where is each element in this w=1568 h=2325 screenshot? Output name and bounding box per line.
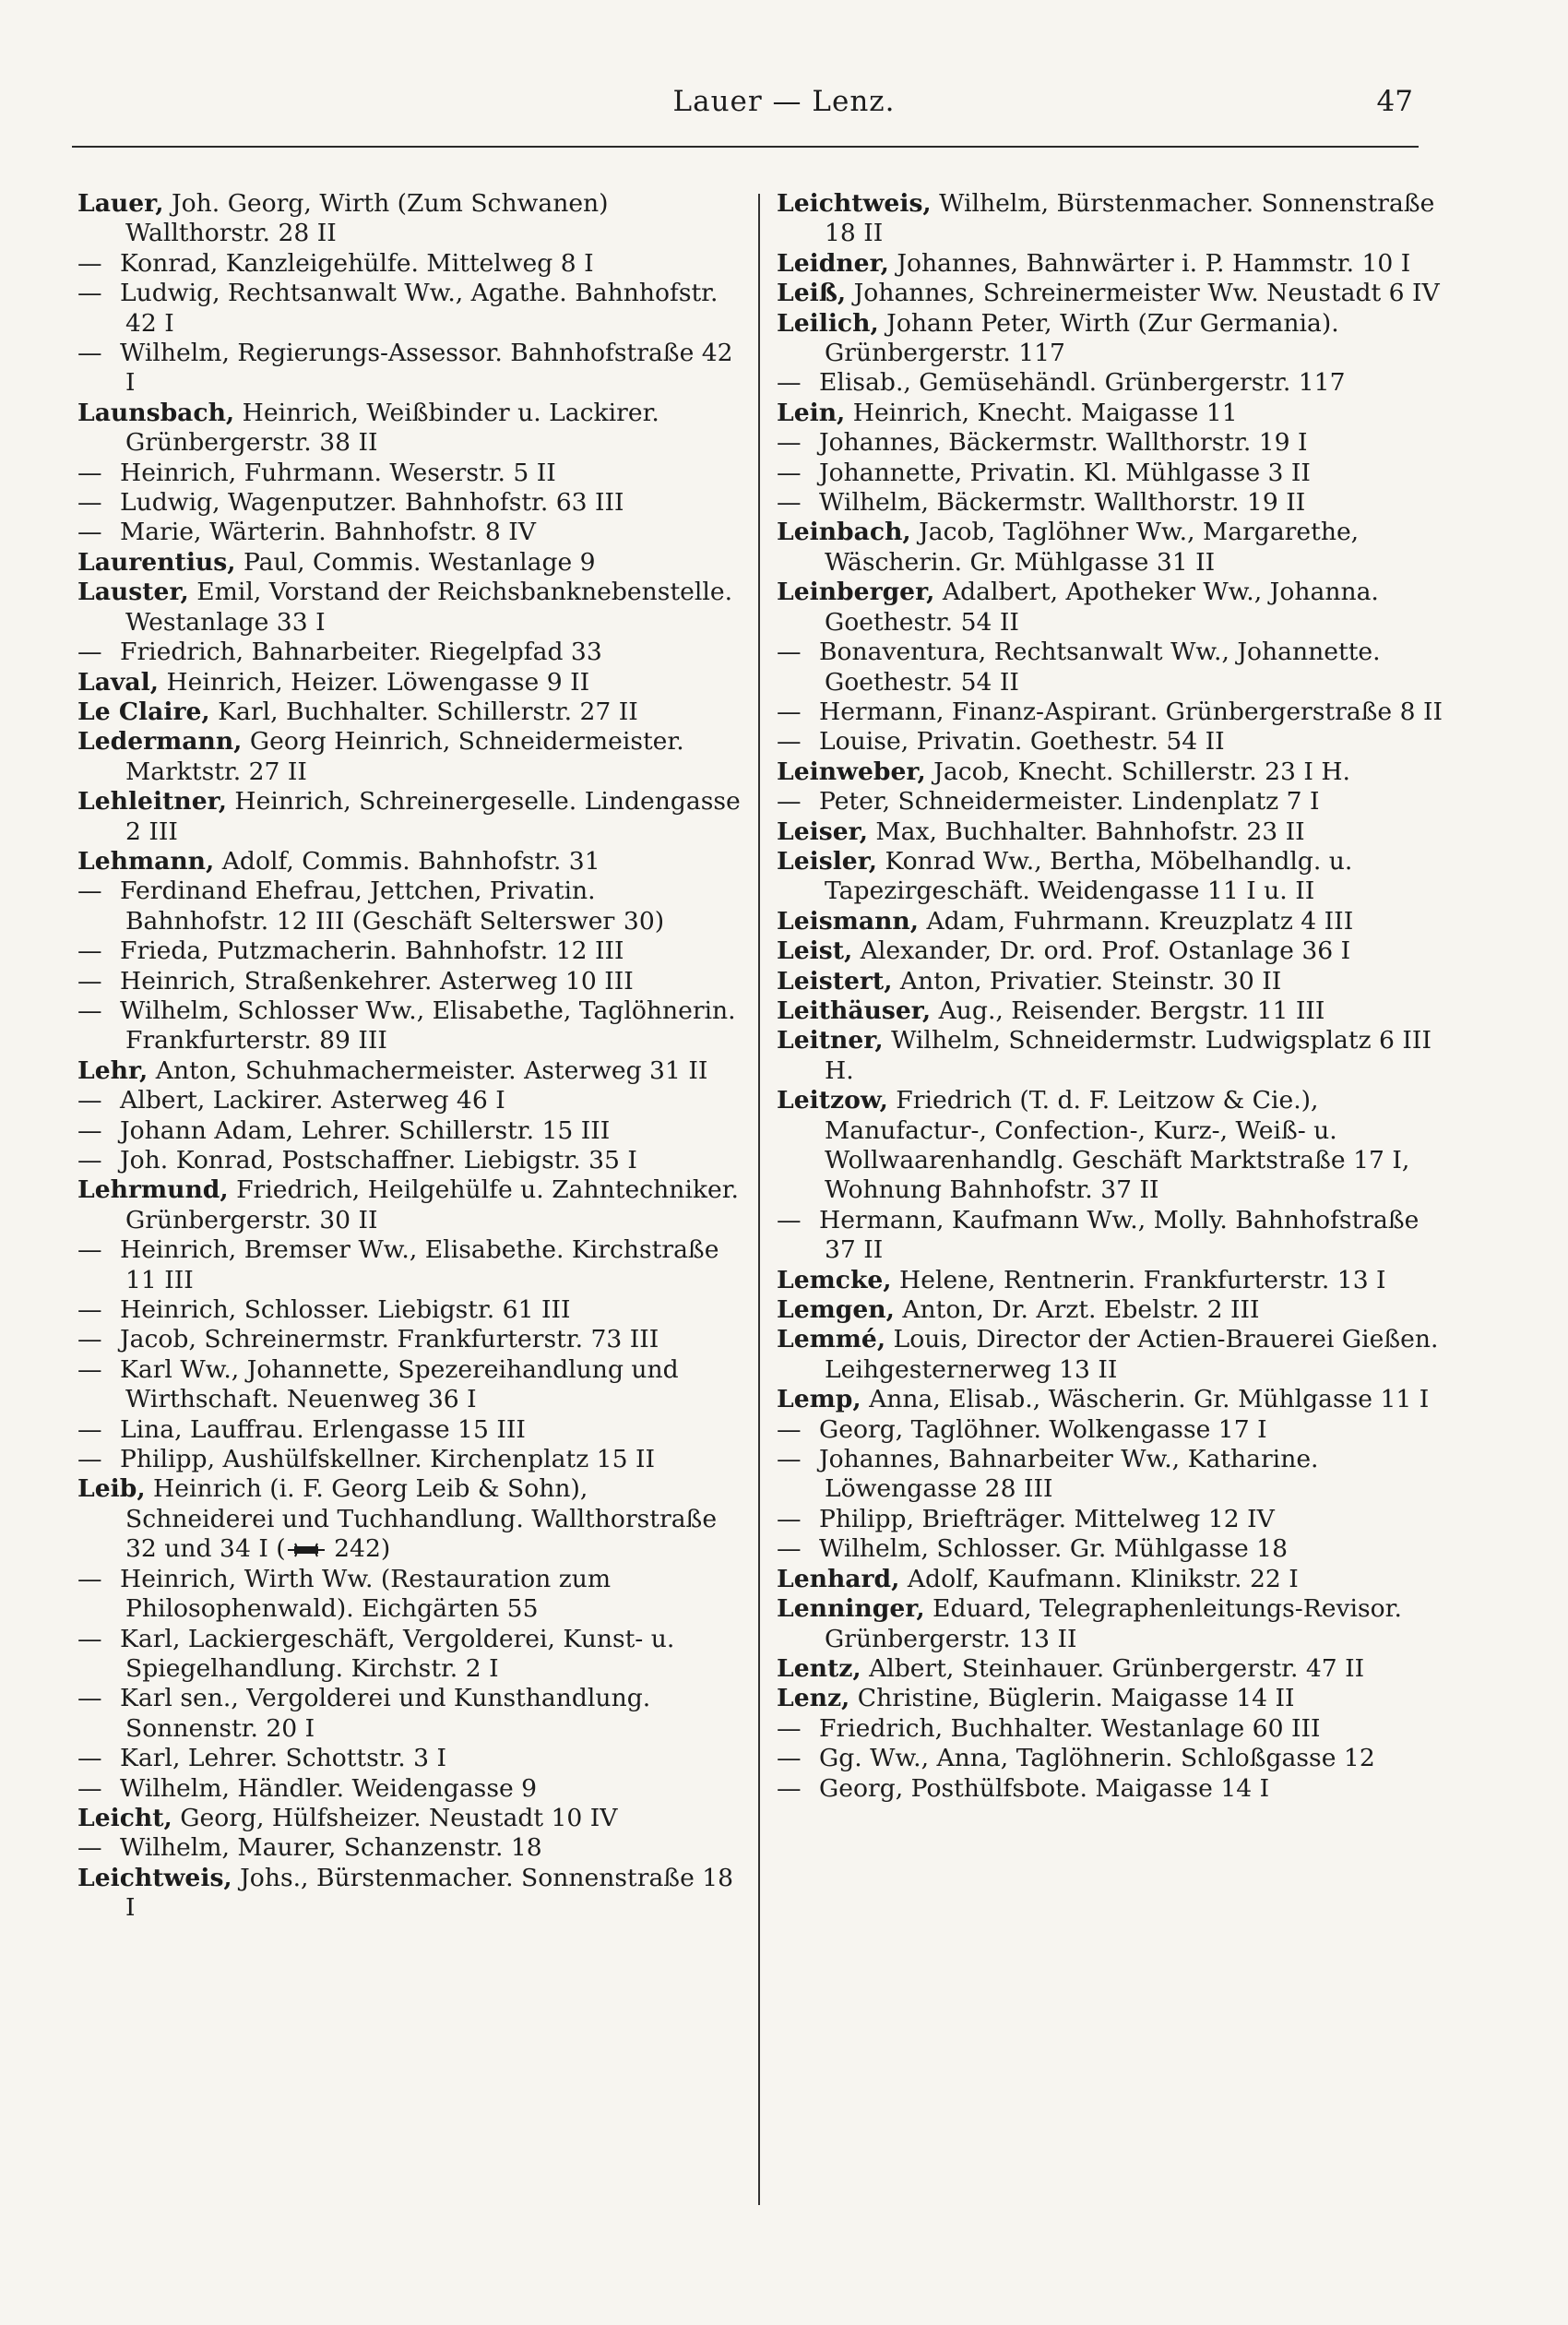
entry-details: Wilhelm, Schlosser. Gr. Mühlgasse 18 (819, 1534, 1288, 1564)
entry-details: Heinrich, Bremser Ww., Elisabethe. Kirchstraße 11 III (120, 1235, 719, 1294)
continuation-dash: — (77, 1684, 102, 1713)
running-title: Lauer — Lenz. (672, 85, 896, 118)
surname: Leib, (77, 1474, 146, 1504)
entry-details: Georg, Posthülfsbote. Maigasse 14 I (819, 1773, 1270, 1803)
entry-details: Elisab., Gemüsehändl. Grünbergerstr. 117 (819, 368, 1346, 398)
header-rule (72, 146, 1419, 148)
directory-entry (777, 936, 1443, 966)
surname: Lenhard, (777, 1564, 900, 1593)
entry-details: Gg. Ww., Anna, Taglöhnerin. Schloßgasse 12 (819, 1744, 1375, 1773)
continuation-dash: — (77, 1744, 102, 1773)
directory-entry (77, 279, 743, 339)
directory-entry (777, 1415, 1443, 1445)
entry-details: Ludwig, Rechtsanwalt Ww., Agathe. Bahnhofstr. 42 I (120, 279, 719, 338)
directory-entry (777, 249, 1443, 279)
entry-details: Johann Adam, Lehrer. Schillerstr. 15 III (120, 1115, 611, 1145)
entry-details: Konrad, Kanzleigehülfe. Mittelweg 8 I (120, 248, 594, 278)
directory-entry (777, 1594, 1443, 1654)
surname: Leinweber, (777, 757, 926, 786)
surname: Leithäuser, (777, 996, 932, 1025)
directory-entry (77, 1625, 743, 1685)
entry-details: Hermann, Kaufmann Ww., Molly. Bahnhofstraße 37 II (819, 1205, 1420, 1265)
surname: Lemcke, (777, 1265, 892, 1294)
directory-entry (777, 967, 1443, 996)
directory-entry (777, 1654, 1443, 1684)
entry-details: Anton, Schuhmachermeister. Asterweg 31 II (148, 1055, 708, 1085)
entry-details: Wilhelm, Maurer, Schanzenstr. 18 (120, 1833, 542, 1863)
directory-entry (777, 1385, 1443, 1414)
entry-details: Jacob, Knecht. Schillerstr. 23 I H. (925, 757, 1351, 786)
directory-entry (77, 996, 743, 1056)
entry-details: Johannes, Schreinermeister Ww. Neustadt 6 IV (846, 279, 1440, 308)
surname: Lentz, (777, 1653, 861, 1683)
directory-entry (77, 488, 743, 518)
surname: Leilich, (777, 308, 879, 338)
surname: Lein, (777, 398, 846, 427)
directory-entry (777, 638, 1443, 698)
directory-entry (777, 787, 1443, 817)
directory-entry (77, 727, 743, 787)
page-header (0, 85, 1568, 149)
surname: Le Claire, (77, 697, 210, 726)
directory-entry (77, 1056, 743, 1086)
directory-entry (77, 1295, 743, 1325)
entry-details: Heinrich, Knecht. Maigasse 11 (845, 398, 1238, 427)
directory-entry (77, 936, 743, 966)
entry-details: Friedrich (T. d. F. Leitzow & Cie.), Manufactur-, Confection-, Kurz-, Weiß- u. Wollwaarenhandlg. Geschäft Marktstraße 17 I, Wohnung Bahnhofstr. 37 II (825, 1086, 1410, 1205)
directory-entry (77, 578, 743, 638)
entry-details: Wilhelm, Schneidermstr. Ludwigsplatz 6 III H. (825, 1026, 1431, 1085)
surname: Leichtweis, (77, 1863, 232, 1892)
continuation-dash: — (77, 1564, 102, 1593)
directory-entry (77, 1864, 743, 1924)
entry-details: Johannes, Bahnarbeiter Ww., Katharine. Löwengasse 28 III (819, 1445, 1319, 1504)
directory-entry (777, 1565, 1443, 1594)
entry-details: Karl Ww., Johannette, Spezereihandlung und Wirthschaft. Neuenweg 36 I (120, 1354, 679, 1414)
directory-entry (777, 488, 1443, 518)
column-divider (758, 194, 760, 2205)
directory-entry (777, 189, 1443, 249)
entry-details: Emil, Vorstand der Reichsbanknebenstelle. Westanlage 33 I (125, 578, 733, 637)
directory-entry (777, 309, 1443, 369)
continuation-dash: — (77, 996, 102, 1025)
directory-entry (777, 1206, 1443, 1266)
continuation-dash: — (777, 1534, 802, 1564)
directory-entry (77, 876, 743, 936)
entry-details: Aug., Reisender. Bergstr. 11 III (931, 996, 1325, 1025)
continuation-dash: — (777, 488, 802, 518)
entry-details: Heinrich (i. F. Georg Leib & Sohn), Schneiderei und Tuchhandlung. Wallthorstraße 32 und 34 I ( (125, 1474, 718, 1564)
surname: Leicht, (77, 1803, 172, 1832)
entry-details: Heinrich, Fuhrmann. Weserstr. 5 II (120, 458, 556, 487)
continuation-dash: — (777, 787, 802, 817)
surname: Leitner, (777, 1026, 884, 1055)
surname: Lehmann, (77, 846, 215, 876)
continuation-dash: — (77, 1833, 102, 1863)
surname: Lemgen, (777, 1295, 895, 1325)
entry-details: Wilhelm, Bäckermstr. Wallthorstr. 19 II (819, 488, 1306, 518)
continuation-dash: — (777, 1744, 802, 1773)
entry-details: Helene, Rentnerin. Frankfurterstr. 13 I (891, 1265, 1386, 1294)
entry-details: Joh. Georg, Wirth (Zum Schwanen) Wallthorstr. 28 II (125, 189, 609, 248)
continuation-dash: — (77, 1235, 102, 1265)
directory-entry (77, 1833, 743, 1863)
entry-details: Wilhelm, Regierungs-Assessor. Bahnhofstraße 42 I (120, 339, 733, 398)
entry-details: Wilhelm, Bürstenmacher. Sonnenstraße 18 II (825, 189, 1435, 248)
directory-entry (777, 459, 1443, 488)
directory-entry (777, 1744, 1443, 1773)
continuation-dash: — (77, 1146, 102, 1174)
surname: Leidner, (777, 248, 889, 278)
continuation-dash: — (777, 697, 802, 726)
directory-entry (77, 518, 743, 547)
directory-entry (77, 1086, 743, 1115)
continuation-dash: — (77, 1354, 102, 1384)
entry-details: Karl sen., Vergolderei und Kunsthandlung. Sonnenstr. 20 I (120, 1684, 651, 1743)
directory-entry (77, 847, 743, 876)
entry-details: Karl, Lackiergeschäft, Vergolderei, Kunst- u. Spiegelhandlung. Kirchstr. 2 I (120, 1624, 675, 1683)
surname: Leiser, (777, 817, 868, 846)
entry-details: Heinrich, Straßenkehrer. Asterweg 10 III (120, 966, 634, 996)
continuation-dash: — (77, 1624, 102, 1653)
entry-details: Paul, Commis. Westanlage 9 (235, 547, 596, 577)
directory-entry (777, 1026, 1443, 1086)
surname: Lehrmund, (77, 1175, 229, 1205)
surname: Leitzow, (777, 1086, 888, 1115)
directory-entry (77, 1474, 743, 1564)
directory-entry (777, 428, 1443, 458)
directory-entry (777, 399, 1443, 428)
surname: Ledermann, (77, 727, 243, 757)
directory-entry (77, 1774, 743, 1804)
directory-entry (77, 967, 743, 996)
directory-entry (77, 1175, 743, 1235)
continuation-dash: — (77, 1325, 102, 1354)
continuation-dash: — (77, 488, 102, 518)
continuation-dash: — (777, 1445, 802, 1474)
surname: Lehr, (77, 1055, 148, 1085)
continuation-dash: — (77, 876, 102, 906)
continuation-dash: — (77, 248, 102, 278)
directory-entry (777, 907, 1443, 936)
entry-details: Heinrich, Heizer. Löwengasse 9 II (158, 667, 590, 697)
directory-entry (77, 1146, 743, 1175)
directory-entry (777, 1086, 1443, 1206)
directory-entry (77, 1804, 743, 1833)
continuation-dash: — (777, 458, 802, 487)
continuation-dash: — (77, 1086, 102, 1115)
entry-details: Hermann, Finanz-Aspirant. Grünbergerstraße 8 II (819, 697, 1443, 726)
entry-details: Adolf, Kaufmann. Klinikstr. 22 I (899, 1564, 1299, 1593)
continuation-dash: — (77, 518, 102, 547)
entry-details: Lina, Lauffrau. Erlengasse 15 III (120, 1414, 526, 1444)
telephone-icon (286, 1541, 327, 1559)
directory-entry (77, 339, 743, 399)
left-column (77, 189, 743, 1924)
entry-details: Georg Heinrich, Schneidermeister. Marktstr. 27 II (125, 727, 684, 786)
entry-details: Joh. Konrad, Postschaffner. Liebigstr. 35 I (120, 1146, 637, 1174)
continuation-dash: — (77, 638, 102, 667)
entry-details: Ludwig, Wagenputzer. Bahnhofstr. 63 III (120, 488, 624, 518)
entry-details: Christine, Büglerin. Maigasse 14 II (849, 1684, 1295, 1713)
directory-entry (77, 1744, 743, 1773)
surname: Lemp, (777, 1385, 861, 1414)
entry-details: Louis, Director der Actien-Brauerei Gießen. Leihgesternerweg 13 II (825, 1325, 1439, 1384)
directory-entry (777, 578, 1443, 638)
directory-entry (77, 189, 743, 249)
directory-entry (777, 279, 1443, 308)
surname: Leisler, (777, 846, 878, 876)
directory-entry (777, 368, 1443, 398)
surname: Leiß, (777, 279, 847, 308)
directory-entry (777, 698, 1443, 727)
entry-suffix: ) (380, 1534, 391, 1564)
entry-details: Georg, Taglöhner. Wolkengasse 17 I (819, 1414, 1267, 1444)
entry-details: Heinrich, Wirth Ww. (Restauration zum Philosophenwald). Eichgärten 55 (120, 1564, 612, 1624)
surname: Leismann, (777, 906, 919, 936)
continuation-dash: — (77, 339, 102, 368)
surname: Laurentius, (77, 547, 236, 577)
continuation-dash: — (777, 1414, 802, 1444)
directory-entry (777, 1714, 1443, 1744)
entry-details: Philipp, Briefträger. Mittelweg 12 IV (819, 1504, 1275, 1533)
surname: Lenz, (777, 1684, 850, 1713)
entry-details: Peter, Schneidermeister. Lindenplatz 7 I (819, 787, 1320, 817)
directory-entry (777, 1534, 1443, 1564)
directory-entry (777, 727, 1443, 757)
entry-details: Johannes, Bahnwärter i. P. Hammstr. 10 I (888, 248, 1411, 278)
directory-entry (777, 817, 1443, 847)
phone-number: 242 (326, 1534, 381, 1564)
entry-details: Friedrich, Heilgehülfe u. Zahntechniker. Grünbergerstr. 30 II (125, 1175, 739, 1234)
surname: Leinberger, (777, 578, 935, 607)
directory-entry (77, 1355, 743, 1415)
directory-entry (777, 1684, 1443, 1713)
continuation-dash: — (777, 727, 802, 757)
entry-details: Jacob, Taglöhner Ww., Margarethe, Wäscherin. Gr. Mühlgasse 31 II (825, 518, 1360, 577)
directory-entry (77, 249, 743, 279)
entry-details: Ferdinand Ehefrau, Jettchen, Privatin. Bahnhofstr. 12 III (Geschäft Selterswег 30) (120, 876, 665, 936)
directory-entry (77, 638, 743, 667)
entry-details: Marie, Wärterin. Bahnhofstr. 8 IV (120, 518, 536, 547)
surname: Lehleitner, (77, 787, 227, 817)
continuation-dash: — (777, 1773, 802, 1803)
entry-details: Louise, Privatin. Goethestr. 54 II (819, 727, 1225, 757)
entry-details: Alexander, Dr. ord. Prof. Ostanlage 36 I (852, 936, 1351, 966)
directory-entry (77, 1235, 743, 1295)
entry-details: Frieda, Putzmacherin. Bahnhofstr. 12 III (120, 936, 624, 966)
directory-entry (777, 1505, 1443, 1534)
entry-details: Johannes, Bäckermstr. Wallthorstr. 19 I (819, 428, 1308, 458)
directory-entry (77, 698, 743, 727)
directory-entry (77, 459, 743, 488)
directory-entry (77, 668, 743, 698)
directory-entry (77, 399, 743, 459)
surname: Lemmé, (777, 1325, 886, 1354)
continuation-dash: — (777, 1205, 802, 1234)
surname: Lauer, (77, 189, 164, 218)
entry-details: Georg, Hülfsheizer. Neustadt 10 IV (172, 1803, 618, 1832)
continuation-dash: — (77, 1445, 102, 1474)
directory-entry (77, 1415, 743, 1445)
entry-details: Karl, Buchhalter. Schillerstr. 27 II (209, 697, 638, 726)
entry-details: Heinrich, Schlosser. Liebigstr. 61 III (120, 1295, 571, 1325)
directory-entry (777, 996, 1443, 1026)
directory-entry (777, 1295, 1443, 1325)
continuation-dash: — (77, 1295, 102, 1325)
surname: Launsbach, (77, 398, 235, 427)
continuation-dash: — (777, 428, 802, 458)
entry-details: Karl, Lehrer. Schottstr. 3 I (120, 1744, 447, 1773)
continuation-dash: — (77, 458, 102, 487)
continuation-dash: — (77, 1414, 102, 1444)
surname: Laval, (77, 667, 159, 697)
surname: Lauster, (77, 578, 189, 607)
directory-entry (77, 1325, 743, 1354)
entry-details: Anna, Elisab., Wäscherin. Gr. Mühlgasse 11 I (861, 1385, 1430, 1414)
directory-entry (777, 757, 1443, 787)
entry-details: Johann Peter, Wirth (Zur Germania). Grünbergerstr. 117 (825, 308, 1339, 368)
directory-entry (77, 1116, 743, 1146)
entry-details: Wilhelm, Händler. Weidengasse 9 (120, 1773, 538, 1803)
entry-details: Adolf, Commis. Bahnhofstr. 31 (214, 846, 600, 876)
entry-details: Jacob, Schreinermstr. Frankfurterstr. 73 III (120, 1325, 659, 1354)
right-column (777, 189, 1443, 1804)
directory-entry (777, 518, 1443, 578)
continuation-dash: — (77, 966, 102, 996)
continuation-dash: — (777, 638, 802, 667)
entry-details: Eduard, Telegraphenleitungs-Revisor. Grünbergerstr. 13 II (825, 1594, 1402, 1653)
entry-details: Johannette, Privatin. Kl. Mühlgasse 3 II (819, 458, 1311, 487)
entry-details: Bonaventura, Rechtsanwalt Ww., Johannette. Goethestr. 54 II (819, 638, 1381, 697)
directory-entry (77, 1565, 743, 1625)
entry-details: Philipp, Aushülfskellner. Kirchenplatz 15 II (120, 1445, 655, 1474)
entry-details: Heinrich, Weißbinder u. Lackirer. Grünbergerstr. 38 II (125, 398, 659, 458)
page-number: 47 (1376, 85, 1413, 118)
entry-details: Anton, Dr. Arzt. Ebelstr. 2 III (894, 1295, 1260, 1325)
entry-details: Adam, Fuhrmann. Kreuzplatz 4 III (919, 906, 1354, 936)
continuation-dash: — (777, 368, 802, 398)
directory-entry (777, 847, 1443, 907)
surname: Leistert, (777, 966, 893, 996)
entry-details: Konrad Ww., Bertha, Möbelhandlg. u. Tapezirgeschäft. Weidengasse 11 I u. II (825, 846, 1353, 906)
entry-details: Friedrich, Buchhalter. Westanlage 60 III (819, 1713, 1321, 1743)
continuation-dash: — (77, 279, 102, 308)
surname: Leinbach, (777, 518, 911, 547)
directory-entry (777, 1266, 1443, 1295)
directory-entry (777, 1445, 1443, 1505)
entry-details: Friedrich, Bahnarbeiter. Riegelpfad 33 (120, 638, 602, 667)
surname: Lenninger, (777, 1594, 925, 1624)
continuation-dash: — (777, 1713, 802, 1743)
directory-entry (77, 548, 743, 578)
entry-details: Wilhelm, Schlosser Ww., Elisabethe, Taglöhnerin. Frankfurterstr. 89 III (120, 996, 736, 1055)
continuation-dash: — (77, 1115, 102, 1145)
entry-details: Albert, Lackirer. Asterweg 46 I (120, 1086, 505, 1115)
entry-details: Albert, Steinhauer. Grünbergerstr. 47 II (861, 1653, 1365, 1683)
directory-entry (77, 787, 743, 847)
directory-entry (77, 1445, 743, 1474)
directory-entry (777, 1325, 1443, 1385)
surname: Leichtweis, (777, 189, 932, 218)
continuation-dash: — (77, 1773, 102, 1803)
entry-details: Anton, Privatier. Steinstr. 30 II (892, 966, 1282, 996)
entry-details: Adalbert, Apotheker Ww., Johanna. Goethestr. 54 II (825, 578, 1379, 637)
continuation-dash: — (77, 936, 102, 966)
entry-details: Max, Buchhalter. Bahnhofstr. 23 II (867, 817, 1305, 846)
entry-details: Johs., Bürstenmacher. Sonnenstraße 18 I (125, 1863, 734, 1923)
continuation-dash: — (777, 1504, 802, 1533)
directory-entry (77, 1684, 743, 1744)
directory-entry (777, 1774, 1443, 1804)
entry-details: Heinrich, Schreinergeselle. Lindengasse 2 III (125, 787, 741, 846)
surname: Leist, (777, 936, 853, 966)
